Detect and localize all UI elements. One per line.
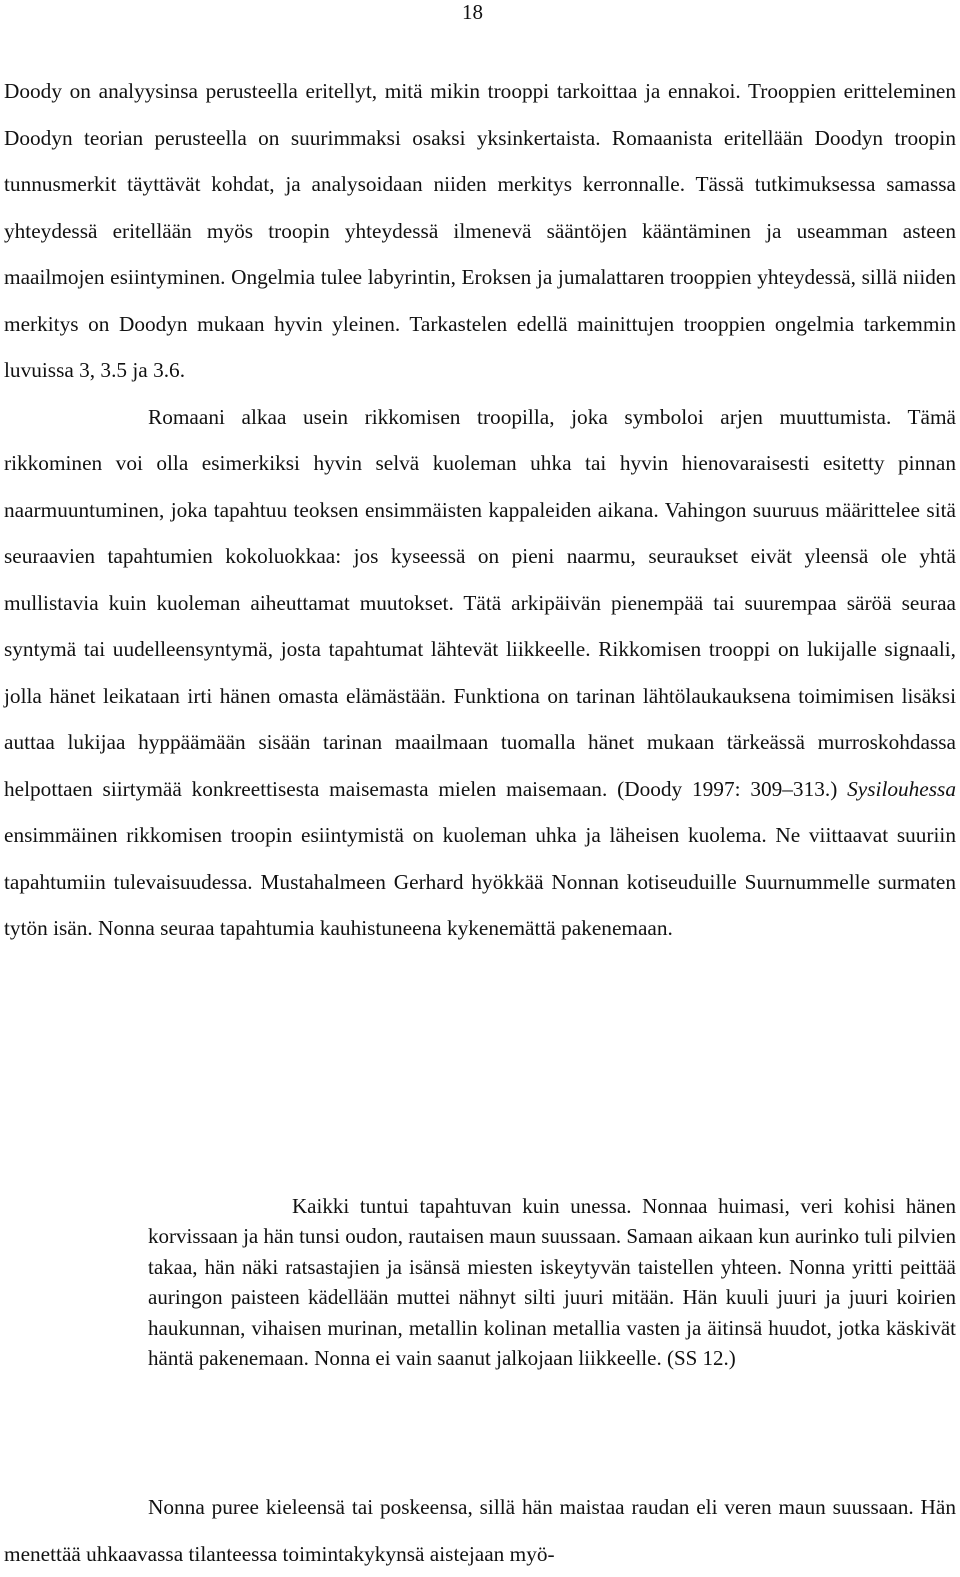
book-title: Sysilouhessa (847, 776, 956, 801)
page-number: 18 (462, 0, 483, 24)
quote-text: Kaikki tuntui tapahtuvan kuin unessa. Nonnaa huimasi, veri kohisi hänen korvissaan ja hän tunsi oudon, rautaisen maun suussaan. Samaan aikaan kun aurinko tuli pilvien takaa, hän näki ratsastajien ja isänsä miesten iskeytyvän taistellen yhteen. Nonna yritti peittää auringon paisteen kädellään muttei nähnyt silti juuri mitään. Hän kuuli juuri ja juuri koirien haukunnan, vihaisen murinan, metallin kolinan metallia vasten ja äitinsä huudot, jotka käskivät häntä pakenemaan. Nonna ei vain saanut jalkojaan liikkeelle. (SS 12.) (148, 1194, 956, 1371)
paragraph-1: Doody on analyysinsa perusteella eritellyt, mitä mikin trooppi tarkoittaa ja ennakoi. Trooppien eritteleminen Doodyn teorian perusteella on suurimmaksi osaksi yksinkertaista. Romaanista eritellään Doodyn troopin tunnusmerkit täyttävät kohdat, ja analysoidaan niiden merkitys kerronnalle. Tässä tutkimuksessa samassa yhteydessä eritellään myös troopin yhteydessä ilmenevä sääntöjen kääntäminen ja useamman asteen maailmojen esiintyminen. Ongelmia tulee labyrintin, Eroksen ja jumalattaren trooppien yhteydessä, sillä niiden merkitys on Doodyn mukaan hyvin yleinen. Tarkastelen edellä mainittujen trooppien ongelmia tarkemmin luvuissa 3, 3.5 ja 3.6. (4, 79, 956, 382)
paragraph-2 (4, 394, 956, 952)
paragraph-2-part-2: ensimmäinen rikkomisen troopin esiintymistä on kuoleman uhka ja läheisen kuolema. Ne viittaavat suuriin tapahtumiin tulevaisuudessa. Mustahalmeen Gerhard hyökkää Nonnan kotiseuduille Suurnummelle surmaten tytön isän. Nonna seuraa tapahtumia kauhistuneena kykenemättä pakenemaan. (4, 823, 956, 940)
paragraph-2-part-1: Romaani alkaa usein rikkomisen troopilla, joka symboloi arjen muuttumista. Tämä rikkominen voi olla esimerkiksi hyvin selvä kuoleman uhka tai hyvin hienovaraisesti esitetty pinnan naarmuuntuminen, joka tapahtuu teoksen ensimmäisten kappaleiden aikana. Vahingon suuruus määrittelee sitä seuraavien tapahtumien kokoluokkaa: jos kyseessä on pieni naarmu, seuraukset eivät yleensä ole yhtä mullistavia kuin kuoleman aiheuttamat muutokset. Tätä arkipäivän pienempää tai suurempaa säröä seuraa syntymä tai uudelleensyntymä, josta tapahtumat lähtevät liikkeelle. Rikkomisen trooppi on lukijalle signaali, jolla hänet leikataan irti hänen omasta elämästään. Funktiona on tarinan lähtölaukauksena toimimisen lisäksi auttaa lukijaa hyppäämään sisään tarinan maailmaan tuomalla hänet mukaan tärkeässä murroskohdassa helpottaen siirtymää konkreettisesta maisemasta mielen maisemaan. (Doody 1997: 309–313.) (4, 404, 956, 801)
paragraph-3: Nonna puree kieleensä tai poskeensa, sillä hän maistaa raudan eli veren maun suussaan. Hän menettää uhkaavassa tilanteessa toimintakykynsä aistejaan myö- (4, 1495, 956, 1566)
final-text (4, 1484, 956, 1577)
block-quote (148, 1191, 956, 1373)
main-text (4, 68, 956, 952)
